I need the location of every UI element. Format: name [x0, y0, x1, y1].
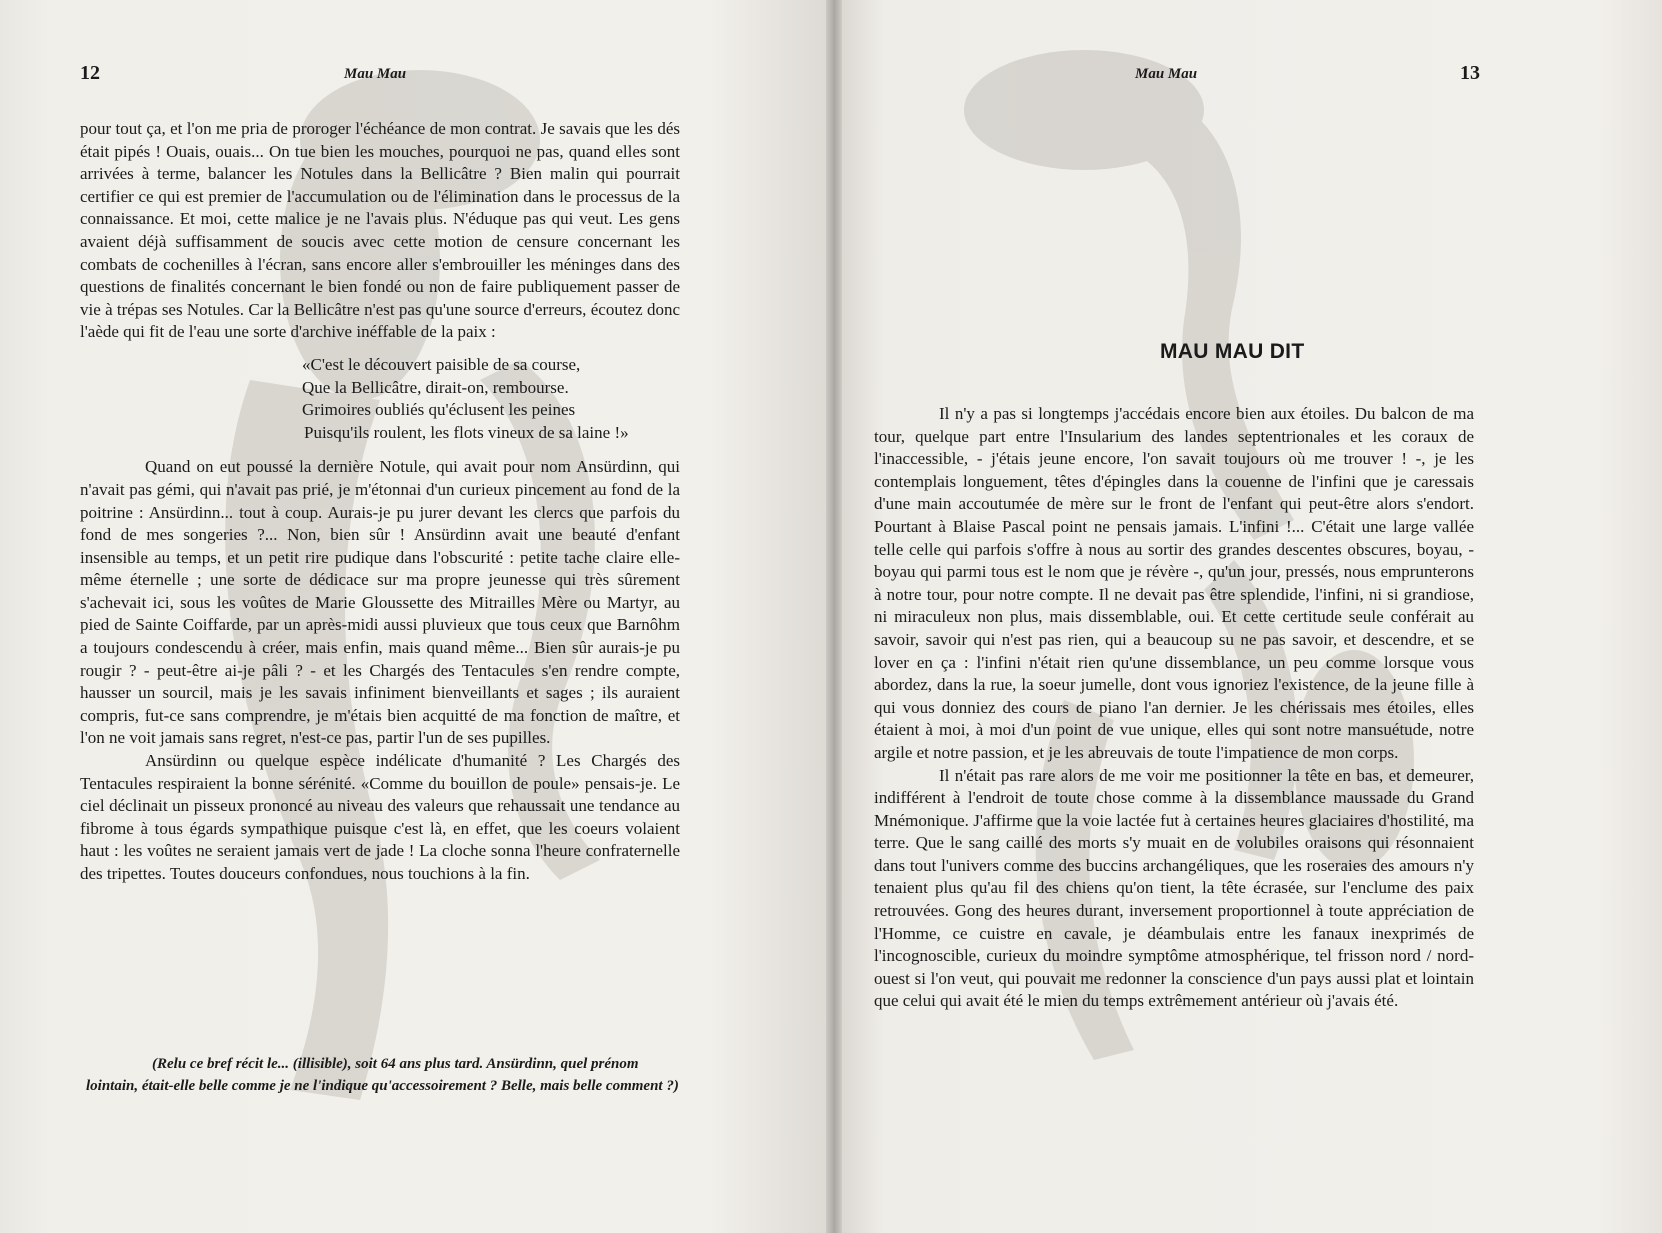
running-head-left: Mau Mau [344, 66, 407, 82]
book-gutter [826, 0, 842, 1233]
paragraph: pour tout ça, et l'on me pria de proroger l'échéance de mon contrat. Je savais que les dés était pipés ! Ouais, ouais... On tue bien les mouches, pourquoi ne pas, quand elles sont arrivées à terme, balancer les Notules dans la Bellicâtre ? Bien malin qui pourrait certifier ce qui est premier de l'accumulation ou de l'élimination dans le processus de la connaissance. Et moi, cette malice je ne l'avais plus. N'éduque pas qui veut. Les gens avaient déjà suffisamment de soucis avec cette motion de censure concernant les combats de cochenilles à l'écran, sans encore aller s'embrouiller les méninges dans des questions de finalités concernant le bien fondé ou non de faire publiquement passer de vie à trépas ses Notules. Car la Bellicâtre n'est pas qu'une source d'erreurs, écoutez donc l'aède qui fit de l'eau une sorte d'archive inéffable de la paix : [80, 119, 680, 342]
verse-line: Puisqu'ils roulent, les flots vineux de sa laine !» [304, 422, 629, 442]
verse-line: Grimoires oubliés qu'éclusent les peines [302, 400, 576, 420]
paragraph: Quand on eut poussé la dernière Notule, qui avait pour nom Ansürdinn, qui n'avait pas gémi, qui n'avait pas prié, je m'étonnai d'un curieux pincement au fond de la poitrine : Ansürdinn... tout à coup. Aurais-je pu jurer devant les clercs que parfois du fond de mes songeries ?... Non, bien sûr ! Ansürdinn avait une beauté d'enfant insensible au temps, et un petit rire pudique dans l'obscurité : petite tache claire elle-même éternelle ; une sorte de dédicace sur ma propre jeunesse qui très sûrement s'achevait ici, sous les voûtes de Marie Gloussette des Mitrailles Mère ou Martyr, au pied de Sainte Coiffarde, par un après-midi aussi pluvieux que tous ceux que Barnôhm a toujours condescendu à créer, mais enfin, mais quand même... Bien sûr aurais-je pu rougir ? - peut-être ai-je pâli ? - et les Chargés des Tentacules s'en rendre compte, hausser un sourcil, mais je les savais infiniment bienveillants et sages ; ils auraient compris, fut-ce sans comprendre, je m'étais bien acquitté de ma fonction de maître, et l'on ne voit jamais sans regret, n'est-ce pas, partir l'un de ses pupilles. [80, 457, 680, 748]
paragraph: Il n'y a pas si longtemps j'accédais encore bien aux étoiles. Du balcon de ma tour, quelque part entre l'Insularium des landes septentrionales et les coraux de l'inaccessible, - j'étais jeune encore, l'on savait toujours où me trouver ! -, je les contemplais longuement, têtes d'épingles dans la couenne de l'infini que je caressais d'une main accoutumée de mère sur le front de l'enfant qui peut-être alors s'endort. Pourtant à Blaise Pascal point ne pensais jamais. L'infini !... C'était une large vallée telle celle qui parfois s'offre à nous au sortir des grandes descentes obscures, boyau, - boyau qui parmi tous est le nom que je révère -, qu'un jour, pressés, nous emprunterons à notre tour, pour notre compte. Il ne devait pas être splendide, l'infini, ni si grandiose, ni miraculeux non plus, mais dissemblable, oui. Et cette certitude seule conférait au savoir, savoir qui n'est pas rien, qui a beaucoup su ne pas savoir, et descendre, et se lover en ça : l'infini n'était rien qu'une dissemblance, un peu comme lorsque vous abordez, dans la rue, la soeur jumelle, dont vous ignoriez l'existence, de la jeune fille à qui vous donniez des cours de piano l'an dernier. Je les chérissais mes étoiles, elles étaient à moi, à moi d'un point de vue unique, elles qui sont notre mansuétude, notre argile et notre passion, et je les abreuvais de toute l'impatience de mon corps. [874, 404, 1474, 762]
page-number-left: 12 [80, 62, 100, 84]
note-line: (Relu ce bref récit le... (illisible), soit 64 ans plus tard. Ansürdinn, quel prénom [152, 1056, 639, 1072]
paragraph: Il n'était pas rare alors de me voir me positionner la tête en bas, et demeurer, indifférent à l'endroit de toute chose comme à la dissemblance maussade du Grand Mnémonique. J'affirme que la voie lactée fut à certaines heures glaciaires d'hostilité, ma terre. Que le sang caillé des morts s'y muait en de volubiles oraisons qui résonnaient dans tout l'univers comme des buccins archangéliques, que les roseraies des amours n'y tenaient plus qu'au fil des chiens qu'on tient, la tête écrasée, sur l'enclume des paix retrouvées. Gong des heures durant, inversement proportionnel à toute appréciation de l'Homme, ce cuistre en cavale, je déambulais entre les fanaux inexprimés de l'incognoscible, curieux du moindre symptôme atmosphérique, tel frisson nord / nord-ouest si l'on veut, qui pouvait me redonner la conscience d'un pays aussi plat et lointain que celui qui avait été le mien du temps extrêmement antérieur où j'avais été. [874, 765, 1474, 1011]
left-page-body [80, 118, 680, 886]
chapter-title: MAU MAU DIT [1160, 340, 1305, 363]
verse-line: Que la Bellicâtre, dirait-on, rembourse. [302, 377, 569, 397]
running-head-right: Mau Mau [1135, 66, 1198, 82]
note-line: lointain, était-elle belle comme je ne l'indique qu'accessoirement ? Belle, mais belle comment ?) [86, 1078, 679, 1094]
verse-line: «C'est le découvert paisible de sa course, [302, 354, 581, 374]
right-page-body [874, 403, 1474, 1013]
paragraph: Ansürdinn ou quelque espèce indélicate d'humanité ? Les Chargés des Tentacules respiraient la bonne sérénité. «Comme du bouillon de poule» pensais-je. Le ciel déclinait un pisseux prononcé au niveau des valeurs que rehaussait une tendance au fibrome à tous égards sympathique puisque c'est là, en effet, que les coeurs volaient haut : les voûtes ne seraient jamais vert de jade ! La cloche sonna l'heure confraternelle des tripettes. Toutes douceurs confondues, nous touchions à la fin. [80, 751, 680, 883]
afterword-note [86, 1053, 716, 1097]
verse-block [302, 354, 680, 444]
page-number-right: 13 [1460, 62, 1480, 84]
